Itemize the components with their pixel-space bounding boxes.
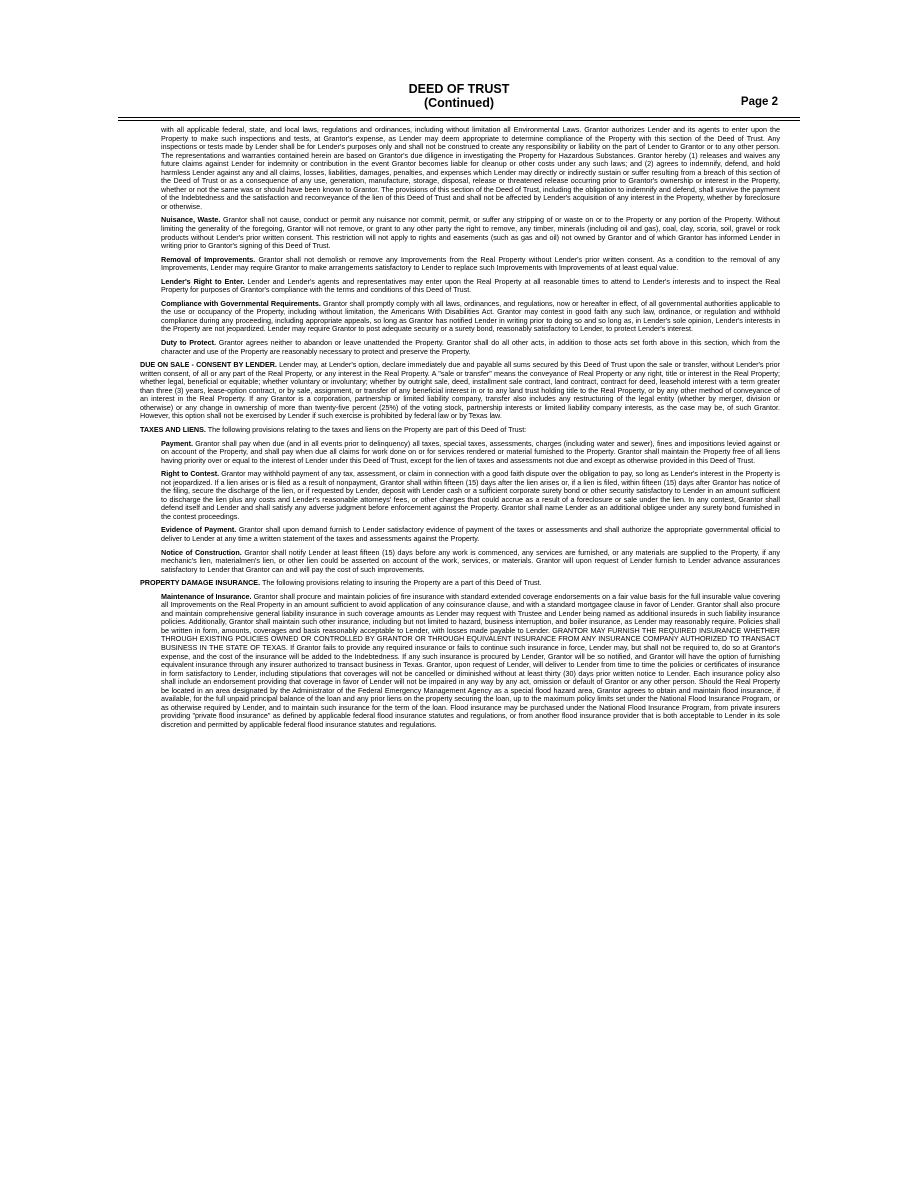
subsection-paragraph: [161, 470, 780, 521]
paragraph-heading: Notice of Construction.: [161, 547, 242, 557]
subsection-paragraph: [161, 593, 780, 730]
header-rule-bottom: [118, 120, 800, 121]
subsection-paragraph: [161, 549, 780, 575]
paragraph-text: Grantor shall notify Lender at least fifteen (15) days before any work is commenced, any services are furnished, or any materials are supplied to the Property, if any mechanic's lien, materialmen's lien, or other lien could be asserted on account of the work, services, or materials. Grantor will upon request of Lender furnish to Lender advance assurances satisfactory to Lender that Grantor can and will pay the cost of such improvements.: [161, 547, 780, 574]
subsection-paragraph: [161, 526, 780, 543]
subsection-paragraph: [161, 440, 780, 466]
paragraph-heading: Duty to Protect.: [161, 338, 216, 348]
document-title: DEED OF TRUST: [408, 82, 510, 96]
document-body: [140, 126, 780, 734]
document-subtitle: (Continued): [423, 96, 495, 110]
paragraph-heading: Maintenance of Insurance.: [161, 591, 252, 601]
paragraph-text: Grantor may withhold payment of any tax, assessment, or claim in connection with a good faith dispute over the obligation to pay, so long as Lender's interest in the Property is not jeopardized. If a lien arises or is filed as a result of nonpayment, Grantor shall within fifteen (15) days after the lien arises or, if a lien is filed, within fifteen (15) days after Grantor has notice of the filing, secure the discharge of the lien, or if requested by Lender, deposit with Lender cash or a sufficient corporate surety bond or other security satisfactory to Lender in an amount sufficient to discharge the lien plus any costs and Lender's reasonable attorneys' fees, or other charges that could accrue as a result of a foreclosure or sale under the lien. In any contest, Grantor shall defend itself and Lender and shall satisfy any adverse judgment before enforcement against the Property. Grantor shall name Lender as an additional obligee under any surety bond furnished in the contest proceedings.: [161, 469, 781, 521]
section-paragraph: [140, 426, 780, 435]
paragraph-heading: Evidence of Payment.: [161, 525, 237, 535]
paragraph-heading: Payment.: [161, 438, 193, 448]
subsection-paragraph: [161, 126, 780, 211]
paragraph-text: Grantor agrees neither to abandon or leave unattended the Property. Grantor shall do all other acts, in addition to those acts set forth above in this section, which from the character and use of the Property are reasonably necessary to protect and preserve the Property.: [161, 338, 780, 356]
paragraph-text: The following provisions relating to insuring the Property are a part of this Deed of Trust.: [261, 578, 542, 588]
paragraph-heading: PROPERTY DAMAGE INSURANCE.: [140, 578, 261, 588]
subsection-paragraph: [161, 300, 780, 334]
paragraph-text: Grantor shall not cause, conduct or permit any nuisance nor commit, permit, or suffer any stripping of or waste on or to the Property or any portion of the Property. Without limiting the generality of the foregoing, Grantor will not remove, or grant to any other party the right to remove, any timber, minerals (including oil and gas), coal, clay, scoria, soil, gravel or rock products without Lender's prior written consent. This restriction will not apply to rights and easements (such as gas and oil) not owned by Grantor and of which Grantor has informed Lender in writing prior to Grantor's signing of this Deed of Trust.: [161, 215, 780, 251]
paragraph-text: Lender and Lender's agents and representatives may enter upon the Real Property at all reasonable times to attend to Lender's interests and to inspect the Real Property for purposes of Grantor's compliance with the terms and conditions of this Deed of Trust.: [161, 276, 781, 295]
paragraph-text: Grantor shall upon demand furnish to Lender satisfactory evidence of payment of the taxes or assessments and shall authorize the appropriate governmental official to deliver to Lender at any time a written statement of the taxes and assessments against the Property.: [161, 525, 781, 543]
paragraph-text: Grantor shall promptly comply with all laws, ordinances, and regulations, now or hereafter in effect, of all governmental authorities applicable to the use or occupancy of the Property, including without limitation, the Americans With Disabilities Act. Grantor may contest in good faith any such law, ordinance, or regulation and withhold compliance during any proceeding, including appropriate appeals, so long as Grantor has notified Lender in writing prior to doing so and so long as, in Lender's sole opinion, Lender's interests in the Property are not jeopardized. Lender may require Grantor to post adequate security or a surety bond, reasonably satisfactory to Lender, to protect Lender's interest.: [161, 298, 781, 334]
paragraph-heading: TAXES AND LIENS.: [140, 424, 206, 434]
subsection-paragraph: [161, 278, 780, 295]
paragraph-heading: Nuisance, Waste.: [161, 215, 221, 225]
paragraph-text: Grantor shall pay when due (and in all events prior to delinquency) all taxes, special taxes, assessments, charges (including water and sewer), fines and impositions levied against or on account of the Property, and shall pay when due all claims for work done on or for services rendered or material furnished to the Property. Grantor shall maintain the Property free of all liens having priority over or equal to the interest of Lender under this Deed of Trust, except for the lien of taxes and assessments not due and except as otherwise provided in this Deed of Trust.: [161, 438, 780, 465]
paragraph-heading: Lender's Right to Enter.: [161, 276, 245, 286]
paragraph-heading: Removal of Improvements.: [161, 254, 256, 264]
paragraph-text: Grantor shall procure and maintain policies of fire insurance with standard extended coverage endorsements on a fair value basis for the full insurable value covering all Improvements on the Real Property in an amount sufficient to avoid application of any coinsurance clause, and with a standard mortgagee clause in favor of Lender. Grantor shall also procure and maintain comprehensive general liability insurance in such coverage amounts as Lender may request with Trustee and Lender being named as additional insureds in such liability insurance policies. Additionally, Grantor shall maintain such other insurance, including but not limited to hazard, business interruption, and boiler insurance, as Lender may reasonably require. Policies shall be written in form, amounts, coverages and basis reasonably acceptable to Lender, with losses made payable to Lender. GRANTOR MAY FURNISH THE REQUIRED INSURANCE WHETHER THROUGH EXISTING POLICIES OWNED OR CONTROLLED BY GRANTOR OR THROUGH EQUIVALENT INSURANCE FROM ANY INSURANCE COMPANY AUTHORIZED TO TRANSACT BUSINESS IN THE STATE OF TEXAS. If Grantor fails to provide any required insurance or fails to continue such insurance in force, Lender may, but shall not be required to, do so at Grantor's expense, and the cost of the insurance will be added to the Indebtedness. If any such insurance is procured by Lender, Grantor will be so notified, and Grantor will have the option of furnishing equivalent insurance through any insurer authorized to transact business in Texas. Grantor, upon request of Lender, will deliver to Lender from time to time the policies or certificates of insurance in form satisfactory to Lender, including stipulations that coverages will not be cancelled or diminished without at least thirty (30) days prior written notice to Lender. Each insurance policy also shall include an endorsement providing that coverage in favor of Lender will not be impaired in any way by any act, omission or default of Grantor or any other person. Should the Real Property be located in an area designated by the Administrator of the Federal Emergency Management Agency as a special flood hazard area, Grantor agrees to obtain and maintain flood insurance, if available, for the full unpaid principal balance of the loan and any prior liens on the property securing the loan, up to the maximum policy limits set under the National Flood Insurance Program, or as otherwise required by Lender, and to maintain such insurance for the term of the loan. Flood insurance may be purchased under the National Flood Insurance Program, from private insurers providing "private flood insurance" as defined by applicable federal flood insurance statutes and regulations, or from another flood insurance provider that is both acceptable to Lender in its sole discretion and permitted by applicable federal flood insurance statutes and regulations.: [161, 591, 781, 729]
paragraph-text: Grantor shall not demolish or remove any Improvements from the Real Property without Lender's prior written consent. As a condition to the removal of any Improvements, Lender may require Grantor to make arrangements satisfactory to Lender to replace such Improvements with Improvements of at least equal value.: [161, 254, 780, 273]
subsection-paragraph: [161, 256, 780, 273]
paragraph-heading: Compliance with Governmental Requirements.: [161, 298, 321, 308]
subsection-paragraph: [161, 339, 780, 356]
paragraph-heading: DUE ON SALE - CONSENT BY LENDER.: [140, 360, 277, 370]
subsection-paragraph: [161, 216, 780, 250]
section-paragraph: [140, 579, 780, 588]
page-number: Page 2: [740, 96, 778, 108]
paragraph-text: The following provisions relating to the taxes and liens on the Property are part of this Deed of Trust:: [207, 424, 527, 434]
section-paragraph: [140, 361, 780, 421]
paragraph-text: Lender may, at Lender's option, declare immediately due and payable all sums secured by this Deed of Trust upon the sale or transfer, without Lender's prior written consent, of all or any part of the Real Property, or any interest in the Real Property. A "sale or transfer" means the conveyance of Real Property or any right, title or interest in the Real Property; whether legal, beneficial or equitable; whether voluntary or involuntary; whether by outright sale, deed, installment sale contract, land contract, contract for deed, leasehold interest with a term greater than three (3) years, lease-option contract, or by sale, assignment, or transfer of any beneficial interest in or to any land trust holding title to the Real Property, or by any other method of conveyance of an interest in the Real Property. If any Grantor is a corporation, partnership or limited liability company, transfer also includes any restructuring of the legal entity (whether by merger, division or otherwise) or any change in ownership of more than twenty-five percent (25%) of the voting stock, partnership interests or limited liability company interests, as the case may be, of such Grantor. However, this option shall not be exercised by Lender if such exercise is prohibited by federal law or by Texas law.: [140, 360, 781, 421]
paragraph-heading: Right to Contest.: [161, 469, 220, 479]
header-rule-top: [118, 117, 800, 118]
paragraph-text: with all applicable federal, state, and local laws, regulations and ordinances, including without limitation all Environmental Laws. Grantor authorizes Lender and its agents to enter upon the Property to make such inspections and tests, at Grantor's expense, as Lender may deem appropriate to determine compliance of the Property with this section of the Deed of Trust. Any inspections or tests made by Lender shall be for Lender's purposes only and shall not be construed to create any responsibility or liability on the part of Lender to Grantor or to any other person. The representations and warranties contained herein are based on Grantor's due diligence in investigating the Property for Hazardous Substances. Grantor hereby (1) releases and waives any future claims against Lender for indemnity or contribution in the event Grantor becomes liable for cleanup or other costs under any such laws; and (2) agrees to indemnify, defend, and hold harmless Lender against any and all claims, losses, liabilities, damages, penalties, and expenses which Lender may directly or indirectly sustain or suffer resulting from a breach of this section of the Deed of Trust or as a consequence of any use, generation, manufacture, storage, disposal, release or threatened release occurring prior to Grantor's ownership or interest in the Property, whether or not the same was or should have been known to Grantor. The provisions of this section of the Deed of Trust, including the obligation to indemnify and defend, shall survive the payment of the Indebtedness and the satisfaction and reconveyance of the lien of this Deed of Trust and shall not be affected by Lender's acquisition of any interest in the Property, whether by foreclosure or otherwise.: [161, 125, 780, 211]
